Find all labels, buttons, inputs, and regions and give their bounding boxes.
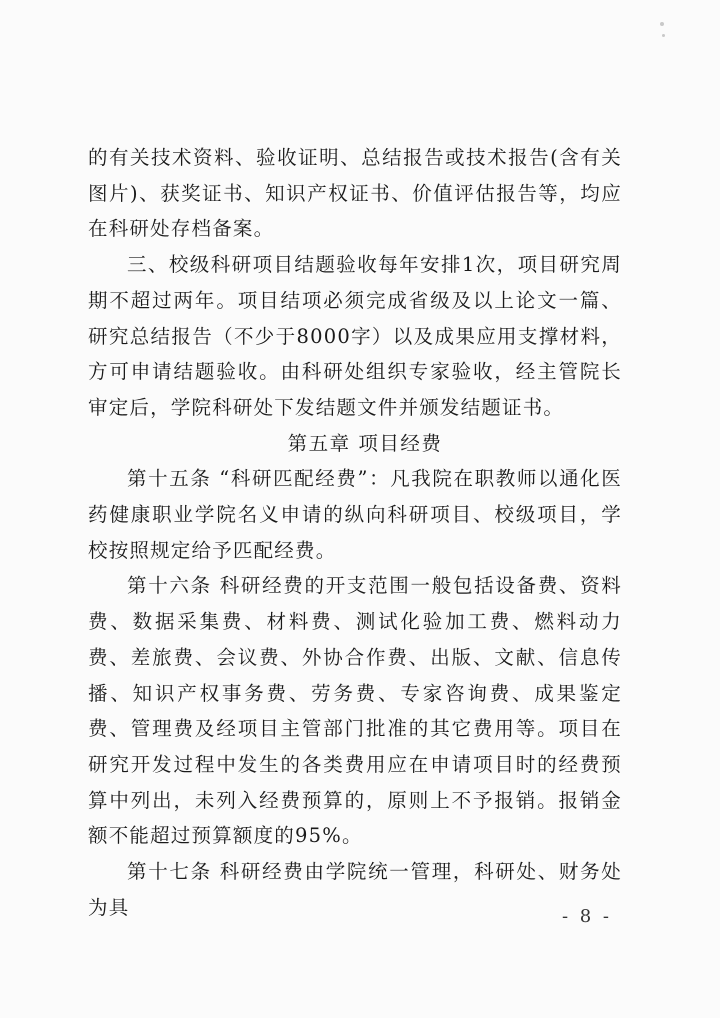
chapter-heading: 第五章 项目经费 [287,431,443,455]
page-number: - 8 - [561,906,612,927]
document-body [88,140,622,925]
scan-speck [662,34,665,37]
article-16: 第十六条 科研经费的开支范围一般包括设备费、资料费、数据采集费、材料费、测试化验加工费、燃料动力费、差旅费、会议费、外协合作费、出版、文献、信息传播、知识产权事务费、劳务费、专家咨询费、成果鉴定费、管理费及经项目主管部门批准的其它费用等。项目在研究开发过程中发生的各类费用应在申请项目时的经费预算中列出，未列入经费预算的，原则上不予报销。报销金额不能超过预算额度的95%。 [88,574,622,848]
article-17: 第十七条 科研经费由学院统一管理，科研处、财务处为具 [88,860,622,919]
paragraph-continued: 的有关技术资料、验收证明、总结报告或技术报告(含有关图片)、获奖证书、知识产权证书、价值评估报告等，均应在科研处存档备案。 [88,146,622,241]
scan-speck [660,22,664,26]
paragraph-item-three: 三、校级科研项目结题验收每年安排1次，项目研究周期不超过两年。项目结项必须完成省级及以上论文一篇、研究总结报告（不少于8000字）以及成果应用支撑材料，方可申请结题验收。由科研处组织专家验收，经主管院长审定后，学院科研处下发结题文件并颁发结题证书。 [88,253,622,419]
article-15: 第十五条 “科研匹配经费”：凡我院在职教师以通化医药健康职业学院名义申请的纵向科研项目、校级项目，学校按照规定给予匹配经费。 [88,467,622,562]
